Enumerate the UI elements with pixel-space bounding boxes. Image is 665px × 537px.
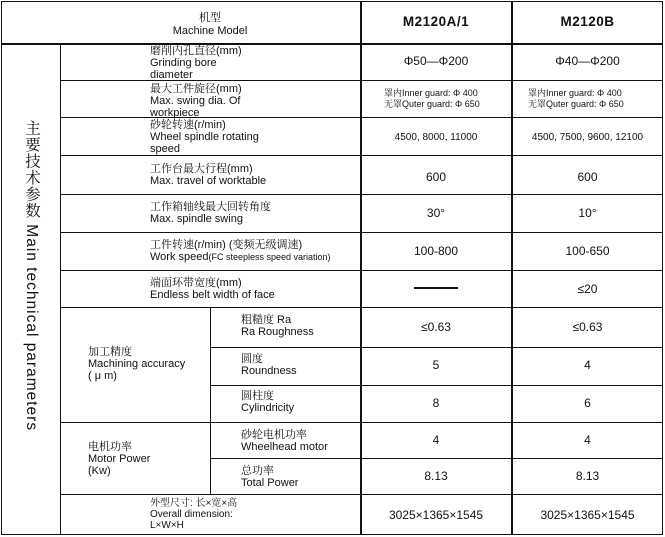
row-divider — [210, 458, 663, 459]
value-cell: 4 — [432, 433, 440, 447]
model-name: M2120B — [560, 14, 615, 29]
param-label: 工作台最大行程(mm) Max. travel of worktable — [150, 163, 267, 187]
col-divider — [511, 1, 513, 535]
value-cell: 8.13 — [424, 469, 448, 483]
accuracy-group-label: 加工精度 Machining accuracy ( μ m) — [88, 346, 186, 382]
value-cell: 8.13 — [575, 469, 600, 483]
value-cell: 4500, 8000, 11000 — [394, 132, 478, 143]
col-divider — [360, 1, 362, 535]
param-label: 粗糙度 Ra Ra Roughness — [241, 314, 314, 338]
value-cell: 100-650 — [565, 244, 610, 258]
row-divider — [210, 347, 663, 348]
row-divider — [1, 43, 663, 45]
param-label: 工件转速(r/min) (变频无级调速) Work speed(FC steepless speed variation) — [150, 239, 331, 263]
param-label: 砂轮转速(r/min) Wheel spindle rotating speed — [150, 119, 259, 155]
param-label: 砂轮电机功率 Wheelhead motor — [241, 429, 328, 453]
row-divider — [60, 194, 663, 195]
value-cell: 4 — [584, 433, 591, 447]
value-cell: Φ40—Φ200 — [555, 54, 620, 68]
row-divider — [60, 155, 663, 156]
value-cell: 600 — [577, 170, 598, 184]
row-divider — [60, 307, 663, 308]
value-cell: 5 — [432, 358, 440, 372]
value-cell: 4500, 7500, 9600, 12100 — [531, 132, 644, 143]
machine-model-label-zh: 机型 — [199, 12, 221, 24]
row-divider — [60, 270, 663, 271]
dimension-label: 外型尺寸: 长×宽×高 Overall dimension: L×W×H — [150, 498, 238, 531]
value-cell: ≤0.63 — [572, 320, 603, 334]
value-cell: 3025×1365×1545 — [540, 508, 635, 522]
value-cell: ≤20 — [577, 282, 598, 296]
param-label: 磨削内孔直径(mm) Grinding bore diameter — [150, 45, 242, 81]
row-divider — [60, 494, 663, 495]
param-label: 圆度 Roundness — [241, 353, 297, 377]
value-cell: ≤0.63 — [421, 320, 451, 334]
row-divider — [60, 422, 663, 423]
value-cell: 30° — [426, 206, 446, 220]
value-cell: 罩内Inner guard: Φ 400 无罩Quter guard: Φ 650 — [384, 88, 480, 109]
param-label: 最大工件旋径(mm) Max. swing dia. Of workpiece — [150, 83, 242, 119]
param-label: 总功率 Total Power — [241, 465, 299, 489]
value-cell: 8 — [432, 396, 440, 410]
value-cell: 罩内Inner guard: Φ 400 无罩Quter guard: Φ 650 — [528, 88, 624, 109]
param-label: 圆柱度 Cylindricity — [241, 390, 295, 414]
side-title: 主要技术参数 Main technical parameters — [23, 120, 40, 432]
value-cell: 600 — [425, 170, 447, 184]
param-label: 端面环带宽度(mm) Endless belt width of face — [150, 277, 275, 301]
value-cell: Φ50—Φ200 — [403, 54, 469, 68]
value-cell: 3025×1365×1545 — [388, 508, 484, 522]
row-divider — [60, 232, 663, 233]
col-divider — [210, 307, 211, 494]
machine-model-label-en: Machine Model — [172, 25, 248, 37]
value-cell: 6 — [584, 396, 591, 410]
param-label: 工作箱轴线最大回转角度 Max. spindle swing — [150, 201, 271, 225]
machine-model-label — [60, 12, 360, 38]
dash-mark — [414, 287, 458, 289]
col-divider — [60, 43, 61, 535]
power-group-label: 电机功率 Motor Power (Kw) — [88, 441, 151, 477]
model-name: M2120A/1 — [402, 14, 470, 29]
value-cell: 4 — [584, 358, 591, 372]
row-divider — [210, 385, 663, 386]
value-cell: 100-800 — [413, 244, 459, 258]
value-cell: 10° — [578, 206, 597, 220]
